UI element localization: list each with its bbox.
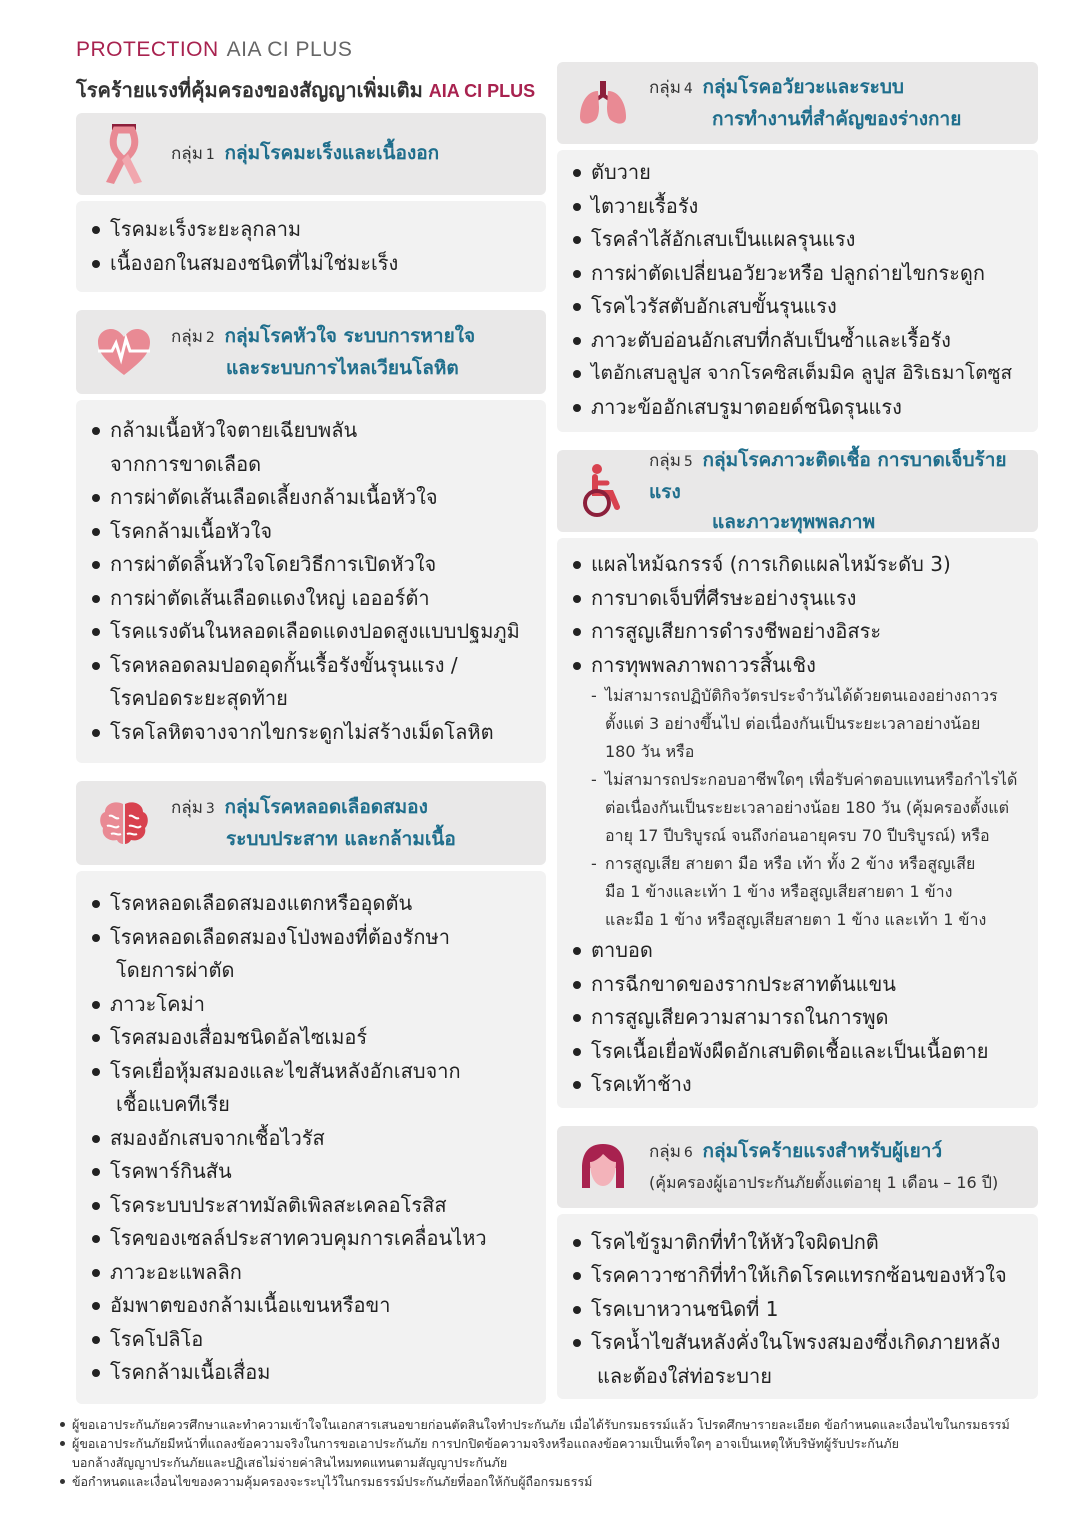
- footnote: ผู้ขอเอาประกันภัยมีหน้าที่แถลงข้อความจริงในการขอเอาประกันภัย การปกปิดข้อความจริงหรือแถลงข้อความเป็นเท็จใดๆ อาจเป็นเหตุให้บริษัทผู้รับประกันภัย บอกล้างสัญญาประกันภัยและปฏิเสธไม่จ่ายค่าสินไหมทดแทนตามสัญญาประกันภัย: [58, 1434, 1038, 1472]
- group-4-title-text: กลุ่มโรคอวัยวะและระบบ: [702, 76, 904, 98]
- group-2-header: [76, 310, 546, 394]
- list-item: โรคพาร์กินสัน: [90, 1155, 532, 1189]
- list-item: ตับวาย: [571, 156, 1024, 190]
- group-1-body: [76, 201, 546, 292]
- list-item: ภาวะโคม่า: [90, 988, 532, 1022]
- list-item: โรคระบบประสาทมัลติเพิลสะเคลอโรสิส: [90, 1189, 532, 1223]
- list-item: โรคมะเร็งระยะลุกลาม: [90, 213, 532, 247]
- group-5-title: [649, 445, 1038, 537]
- list-item: เนื้องอกในสมองชนิดที่ไม่ใช่มะเร็ง: [90, 247, 532, 281]
- group-1-num: 1: [205, 147, 215, 163]
- group-4-header: [557, 62, 1038, 144]
- list-item: ไตวายเรื้อรัง: [571, 190, 1024, 224]
- list-item: โรคน้ำไขสันหลังคั่งในโพรงสมองซึ่งเกิดภายหลัง และต้องใส่ท่อระบาย: [571, 1326, 1024, 1393]
- group-2-title-text: กลุ่มโรคหัวใจ ระบบการหายใจ: [224, 325, 476, 347]
- group-5-title-text: กลุ่มโรคภาวะติดเชื้อ การบาดเจ็บร้ายแรง: [649, 449, 1007, 503]
- heart-pulse-icon: [76, 327, 171, 377]
- list-item: โรคสมองเสื่อมชนิดอัลไซเมอร์: [90, 1021, 532, 1055]
- footnote: ข้อกำหนดและเงื่อนไขของความคุ้มครองจะระบุไว้ในกรมธรรม์ประกันภัยที่ออกให้กับผู้ถือกรมธรรม์: [58, 1472, 1038, 1491]
- group-6-body: [557, 1214, 1038, 1400]
- group-6-header: [557, 1126, 1038, 1208]
- brand-label: PROTECTION: [76, 38, 219, 61]
- group-6-label: กลุ่ม: [649, 1141, 681, 1162]
- group-3-title: [171, 792, 546, 854]
- group-4-title: [649, 72, 1038, 134]
- list-item: โรคไวรัสตับอักเสบขั้นรุนแรง: [571, 290, 1024, 324]
- group-5-label: กลุ่ม: [649, 451, 681, 471]
- group-2-title: [171, 321, 546, 383]
- group-6-title-text: กลุ่มโรคร้ายแรงสำหรับผู้เยาว์: [702, 1139, 943, 1162]
- list-item: การทุพพลภาพถาวรสิ้นเชิง: [571, 649, 1024, 683]
- brain-icon: [76, 800, 171, 846]
- list-item: ภาวะข้ออักเสบรูมาตอยด์ชนิดรุนแรง: [571, 391, 1024, 425]
- list-item: การผ่าตัดเส้นเลือดแดงใหญ่ เอออร์ต้า: [90, 582, 532, 616]
- group-5-title-line2: และภาวะทุพพลภาพ: [712, 511, 876, 533]
- group-3-title-text: กลุ่มโรคหลอดเลือดสมอง: [224, 796, 428, 818]
- page-title-accent: AIA CI PLUS: [428, 81, 536, 101]
- group-1-title-text: กลุ่มโรคมะเร็งและเนื้องอก: [224, 142, 440, 164]
- ribbon-icon: [76, 122, 171, 186]
- group-4-label: กลุ่ม: [649, 78, 681, 98]
- group-6-title-line2: (คุ้มครองผู้เอาประกันภัยตั้งแต่อายุ 1 เดือน – 16 ปี): [649, 1172, 999, 1192]
- list-item: โรคของเซลล์ประสาทควบคุมการเคลื่อนไหว: [90, 1222, 532, 1256]
- list-item: โรคไข้รูมาติกที่ทำให้หัวใจผิดปกติ: [571, 1226, 1024, 1260]
- list-item: โรคหลอดเลือดสมองโป่งพองที่ต้องรักษา โดยการผ่าตัด: [90, 921, 532, 988]
- list-item: โรคโปลิโอ: [90, 1323, 532, 1357]
- list-item: กล้ามเนื้อหัวใจตายเฉียบพลัน จากการขาดเลือด: [90, 414, 532, 481]
- list-item: โรคลำไส้อักเสบเป็นแผลรุนแรง: [571, 223, 1024, 257]
- list-item: โรคหลอดลมปอดอุดกั้นเรื้อรังขั้นรุนแรง / โรคปอดระยะสุดท้าย: [90, 649, 532, 716]
- list-item: โรคโลหิตจางจากไขกระดูกไม่สร้างเม็ดโลหิต: [90, 716, 532, 750]
- group-1-label: กลุ่ม: [171, 144, 203, 164]
- list-item: โรคคาวาซากิที่ทำให้เกิดโรคแทรกซ้อนของหัวใจ: [571, 1259, 1024, 1293]
- group-4-num: 4: [683, 81, 693, 97]
- group-5-num: 5: [683, 454, 693, 470]
- group-3-num: 3: [205, 801, 215, 817]
- list-item: อัมพาตของกล้ามเนื้อแขนหรือขา: [90, 1289, 532, 1323]
- wheelchair-icon: [557, 463, 649, 519]
- group-4-body: [557, 150, 1038, 432]
- group-2-num: 2: [205, 330, 215, 346]
- group-2-title-line2: และระบบการไหลเวียนโลหิต: [226, 357, 459, 379]
- list-item: โรคหลอดเลือดสมองแตกหรืออุดตัน: [90, 887, 532, 921]
- page-title: [76, 74, 535, 106]
- group-6-title: [649, 1136, 1038, 1198]
- sub-list: [571, 682, 1024, 934]
- sub-list-item: - ไม่สามารถประกอบอาชีพใดๆ เพื่อรับค่าตอบแทนหรือกำไรได้ ต่อเนื่องกันเป็นระยะเวลาอย่างน้อย 180 วัน (คุ้มครองตั้งแต่ อายุ 17 ปีบริบูรณ์ จนถึงก่อนอายุครบ 70 ปีบริบูรณ์) หรือ: [591, 766, 1024, 850]
- list-item: การผ่าตัดเส้นเลือดเลี้ยงกล้ามเนื้อหัวใจ: [90, 481, 532, 515]
- list-item: การผ่าตัดลิ้นหัวใจโดยวิธีการเปิดหัวใจ: [90, 548, 532, 582]
- group-5-header: [557, 450, 1038, 532]
- group-6-num: 6: [683, 1144, 693, 1161]
- list-item: การผ่าตัดเปลี่ยนอวัยวะหรือ ปลูกถ่ายไขกระดูก: [571, 257, 1024, 291]
- brand-header: [76, 38, 352, 62]
- list-item: โรคเบาหวานชนิดที่ 1: [571, 1293, 1024, 1327]
- list-item: การสูญเสียความสามารถในการพูด: [571, 1001, 1024, 1035]
- list-item: แผลไหม้ฉกรรจ์ (การเกิดแผลไหม้ระดับ 3): [571, 548, 1024, 582]
- list-item: โรคเท้าช้าง: [571, 1068, 1024, 1102]
- footnotes: [58, 1415, 1038, 1491]
- list-item: โรคกล้ามเนื้อเสื่อม: [90, 1356, 532, 1390]
- list-item: ภาวะอะแพลลิก: [90, 1256, 532, 1290]
- list-item: ภาวะตับอ่อนอักเสบที่กลับเป็นซ้ำและเรื้อรัง: [571, 324, 1024, 358]
- list-item: การฉีกขาดของรากประสาทต้นแขน: [571, 968, 1024, 1002]
- group-4-title-line2: การทำงานที่สำคัญของร่างกาย: [712, 108, 962, 130]
- lungs-icon: [557, 79, 649, 127]
- list-item: โรคแรงดันในหลอดเลือดแดงปอดสูงแบบปฐมภูมิ: [90, 615, 532, 649]
- left-column: [76, 113, 546, 1422]
- page-title-text: โรคร้ายแรงที่คุ้มครองของสัญญาเพิ่มเติม: [76, 78, 423, 102]
- list-item: ไตอักเสบลูปูส จากโรคซิสเต็มมิค ลูปูส อิริเธมาโตซูส: [571, 357, 1024, 391]
- group-3-header: [76, 781, 546, 865]
- child-face-icon: [557, 1142, 649, 1192]
- list-item: สมองอักเสบจากเชื้อไวรัส: [90, 1122, 532, 1156]
- group-1-title: [171, 138, 546, 170]
- group-3-title-line2: ระบบประสาท และกล้ามเนื้อ: [226, 828, 456, 850]
- group-5-body: [557, 538, 1038, 1108]
- group-3-body: [76, 871, 546, 1404]
- product-label: AIA CI PLUS: [226, 38, 353, 61]
- list-item: การบาดเจ็บที่ศีรษะอย่างรุนแรง: [571, 582, 1024, 616]
- footnote: ผู้ขอเอาประกันภัยควรศึกษาและทำความเข้าใจในเอกสารเสนอขายก่อนตัดสินใจทำประกันภัย เมื่อได้รับกรมธรรม์แล้ว โปรดศึกษารายละเอียด ข้อกำหนดและเงื่อนไขในกรมธรรม์: [58, 1415, 1038, 1434]
- list-item: ตาบอด: [571, 934, 1024, 968]
- list-item: การสูญเสียการดำรงชีพอย่างอิสระ: [571, 615, 1024, 649]
- list-item: โรคกล้ามเนื้อหัวใจ: [90, 515, 532, 549]
- group-2-label: กลุ่ม: [171, 327, 203, 347]
- list-item: โรคเนื้อเยื่อพังผืดอักเสบติดเชื้อและเป็นเนื้อตาย: [571, 1035, 1024, 1069]
- sub-list-item: - ไม่สามารถปฏิบัติกิจวัตรประจำวันได้ด้วยตนเองอย่างถาวร ตั้งแต่ 3 อย่างขึ้นไป ต่อเนื่องกันเป็นระยะเวลาอย่างน้อย 180 วัน หรือ: [591, 682, 1024, 766]
- sub-list-item: - การสูญเสีย สายตา มือ หรือ เท้า ทั้ง 2 ข้าง หรือสูญเสีย มือ 1 ข้างและเท้า 1 ข้าง หรือสูญเสียสายตา 1 ข้าง และมือ 1 ข้าง หรือสูญเสียสายตา 1 ข้าง และเท้า 1 ข้าง: [591, 850, 1024, 934]
- group-1-header: [76, 113, 546, 195]
- group-3-label: กลุ่ม: [171, 798, 203, 818]
- list-item: โรคเยื่อหุ้มสมองและไขสันหลังอักเสบจาก เชื้อแบคทีเรีย: [90, 1055, 532, 1122]
- right-column: [557, 62, 1038, 1399]
- group-2-body: [76, 400, 546, 763]
